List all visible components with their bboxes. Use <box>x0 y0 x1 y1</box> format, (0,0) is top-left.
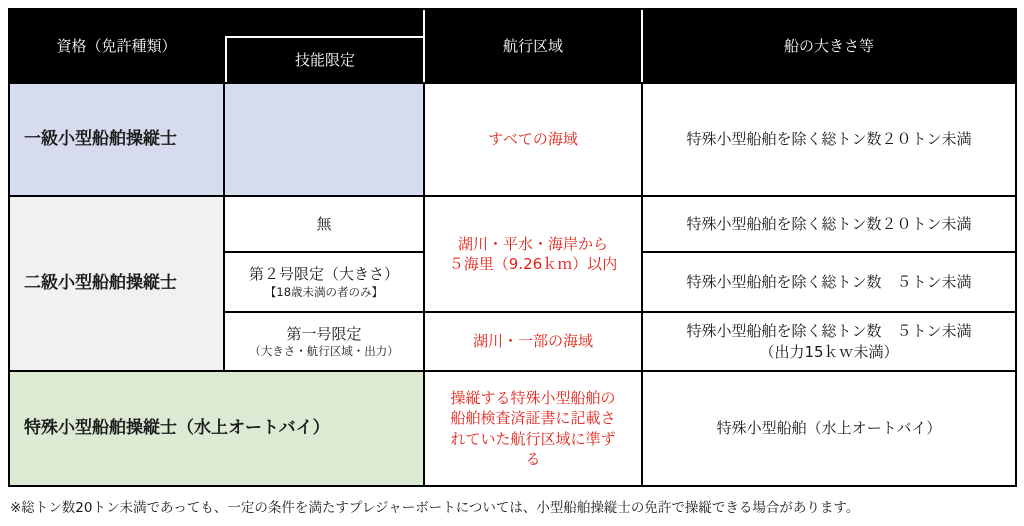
boat-size-text: 特殊小型船舶を除く総トン数 ５トン未満 <box>686 322 972 341</box>
navigation-line1: 湖川・平水・海岸から <box>457 234 608 253</box>
cell-special-license: 特殊小型船舶操縦士（水上オートバイ） <box>10 372 423 485</box>
cell-special-navigation: 操縦する特殊小型船舶の船舶検査済証書に記載されていた航行区域に準ずる <box>425 372 641 485</box>
footnote: ※総トン数20トン未満であっても、一定の条件を満たすプレジャーボートについては、小型船舶操縦士の免許で操縦できる場合があります。 <box>10 500 860 516</box>
navigation-line2: ５海里（9.26ｋｍ）以内 <box>448 255 618 273</box>
cell-special-boat-size: 特殊小型船舶（水上オートバイ） <box>643 372 1015 485</box>
limitation-text: 第一号限定 <box>286 324 362 343</box>
header-boat-size: 船の大きさ等 <box>643 10 1015 82</box>
header-skill-limitation: 技能限定 <box>225 36 423 82</box>
license-table-wrapper <box>8 8 1017 487</box>
cell-grade1-navigation: すべての海域 <box>425 84 641 195</box>
cell-grade2-sub1-limitation: 無 <box>225 197 423 251</box>
cell-grade2-navigation <box>425 197 641 311</box>
cell-grade1-boat-size: 特殊小型船舶を除く総トン数２０トン未満 <box>643 84 1015 195</box>
cell-grade2-sub1-boat-size: 特殊小型船舶を除く総トン数２０トン未満 <box>643 197 1015 251</box>
limitation-note: 【18歳未満の者のみ】 <box>264 284 384 299</box>
cell-grade2-license: 二級小型船舶操縦士 <box>10 197 223 370</box>
cell-grade1-license: 一級小型船舶操縦士 <box>10 84 223 195</box>
header-skill-limitation-cell <box>225 10 423 82</box>
license-table <box>8 8 1017 487</box>
cell-grade2-sub3-limitation <box>225 313 423 370</box>
cell-grade2-sub2-boat-size: 特殊小型船舶を除く総トン数 ５トン未満 <box>643 253 1015 311</box>
cell-grade1-skill-limitation <box>225 84 423 195</box>
limitation-note: （大きさ・航行区域・出力） <box>249 344 399 359</box>
cell-grade2-sub3-boat-size <box>643 313 1015 370</box>
header-navigation-area: 航行区域 <box>425 10 641 82</box>
boat-size-note: （出力15ｋｗ未満） <box>759 342 899 361</box>
cell-grade2-sub3-navigation: 湖川・一部の海域 <box>425 313 641 370</box>
limitation-text: 第２号限定（大きさ） <box>248 265 399 284</box>
cell-grade2-sub2-limitation <box>225 253 423 311</box>
header-qualification: 資格（免許種類） <box>10 10 223 82</box>
